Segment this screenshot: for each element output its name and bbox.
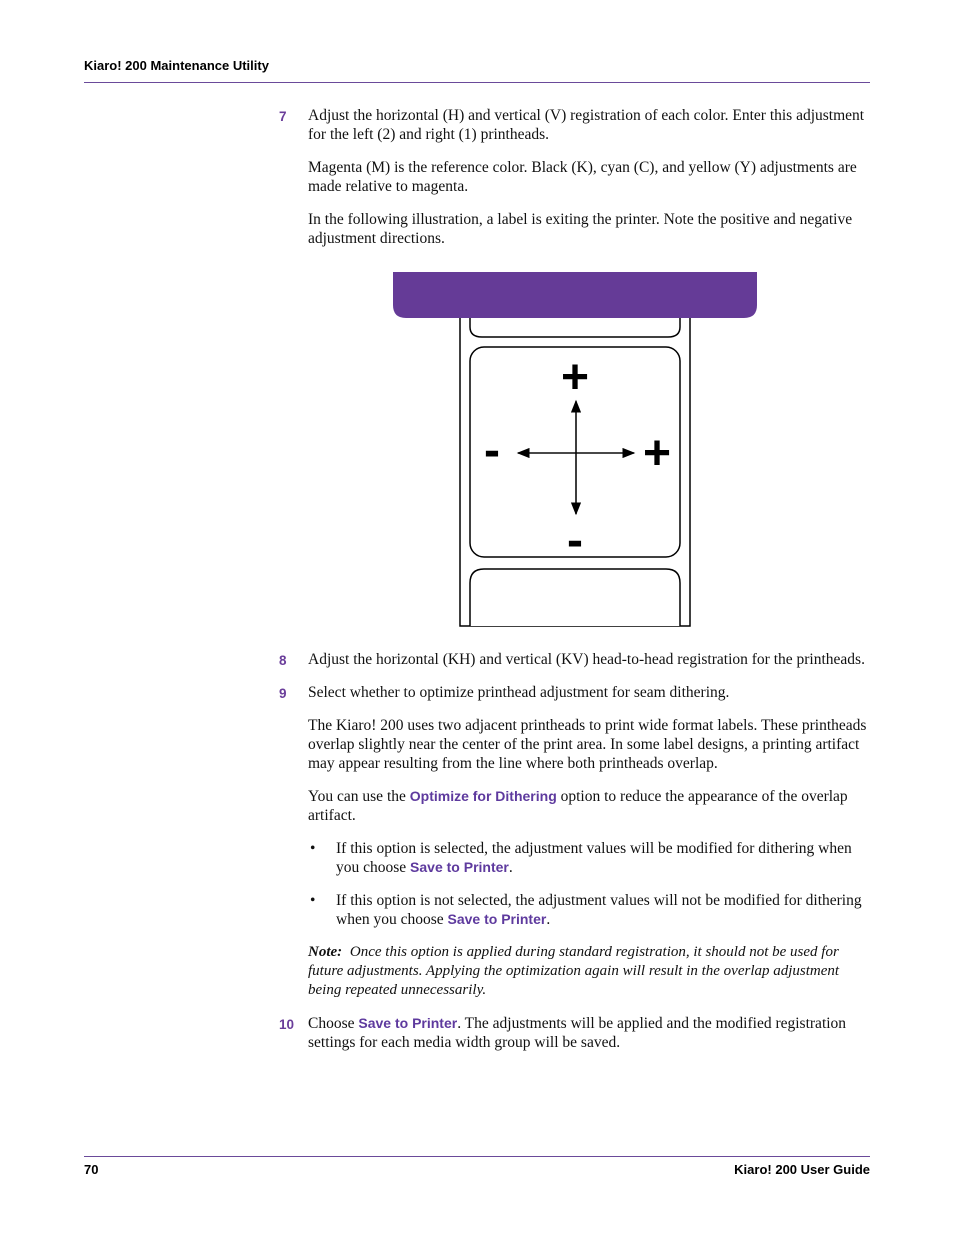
label-registration-illustration xyxy=(392,271,758,627)
save-to-printer-label: Save to Printer xyxy=(410,859,509,875)
bullet-icon: • xyxy=(310,840,316,857)
note-text: Once this option is applied during standard registration, it should not be used for future adjustments. Applying the optimization again will result in the overlap adjustment being repeated unnecessarily. xyxy=(308,944,840,998)
footer-guide-title: Kiaro! 200 User Guide xyxy=(734,1162,870,1177)
step-text: Adjust the horizontal (H) and vertical (V) registration of each color. Enter this adjustment for the left (2) and right (1) printheads. xyxy=(308,107,865,143)
step-number: 10 xyxy=(279,1017,295,1032)
text-fragment: You can use the xyxy=(308,788,410,805)
paragraph: In the following illustration, a label is exiting the printer. Note the positive and negative adjustment directions. xyxy=(308,211,853,247)
printer-band xyxy=(393,272,757,318)
note-label: Note: xyxy=(308,944,343,960)
step-number: 9 xyxy=(279,686,287,701)
running-header: Kiaro! 200 Maintenance Utility xyxy=(84,58,269,73)
step-8 xyxy=(279,650,870,669)
text-fragment: option to reduce the appearance of the overlap artifact. xyxy=(308,788,848,824)
optimize-for-dithering-option: Optimize for Dithering xyxy=(409,788,557,804)
paragraph xyxy=(308,787,870,825)
page-number: 70 xyxy=(84,1162,99,1177)
step-7 xyxy=(279,106,870,144)
step-text: Adjust the horizontal (KH) and vertical (KV) head-to-head registration for the printheads. xyxy=(308,651,865,668)
bullet-icon: • xyxy=(310,892,316,909)
header-rule xyxy=(84,82,870,83)
text-fragment: . xyxy=(546,911,551,928)
text-fragment: . The adjustments will be applied and the modified registration settings for each media width group will be saved. xyxy=(308,1015,847,1051)
save-to-printer-label: Save to Printer xyxy=(447,911,547,927)
minus-left-sign: - xyxy=(484,424,500,477)
note xyxy=(308,943,870,1000)
paragraph: The Kiaro! 200 uses two adjacent printheads to print wide format labels. These printheads overlap slightly near the center of the print area. In some label designs, a printing artifact may appear resulting from the line where both printheads overlap. xyxy=(308,717,867,772)
text-fragment: Choose xyxy=(308,1015,359,1032)
step-10 xyxy=(279,1014,870,1052)
step-number: 8 xyxy=(279,653,287,668)
step-text: Select whether to optimize printhead adjustment for seam dithering. xyxy=(308,684,730,701)
plus-right-sign: + xyxy=(642,427,672,480)
text-fragment: . xyxy=(508,859,513,876)
step-number: 7 xyxy=(279,109,287,124)
bullet-item xyxy=(308,891,870,929)
text-fragment: If this option is not selected, the adjustment values will not be modified for dithering when you choose xyxy=(336,892,862,928)
save-to-printer-label: Save to Printer xyxy=(358,1015,458,1031)
bottom-label xyxy=(470,569,680,626)
illustration-svg xyxy=(392,271,758,627)
text-fragment: If this option is selected, the adjustment values will be modified for dithering when you choose xyxy=(336,840,852,876)
bullet-item xyxy=(308,839,870,877)
minus-bottom-sign: - xyxy=(567,514,583,567)
paragraph: Magenta (M) is the reference color. Black (K), cyan (C), and yellow (Y) adjustments are made relative to magenta. xyxy=(308,159,857,195)
footer-rule xyxy=(84,1156,870,1157)
plus-top-sign: + xyxy=(560,351,590,404)
step-9 xyxy=(279,683,870,702)
